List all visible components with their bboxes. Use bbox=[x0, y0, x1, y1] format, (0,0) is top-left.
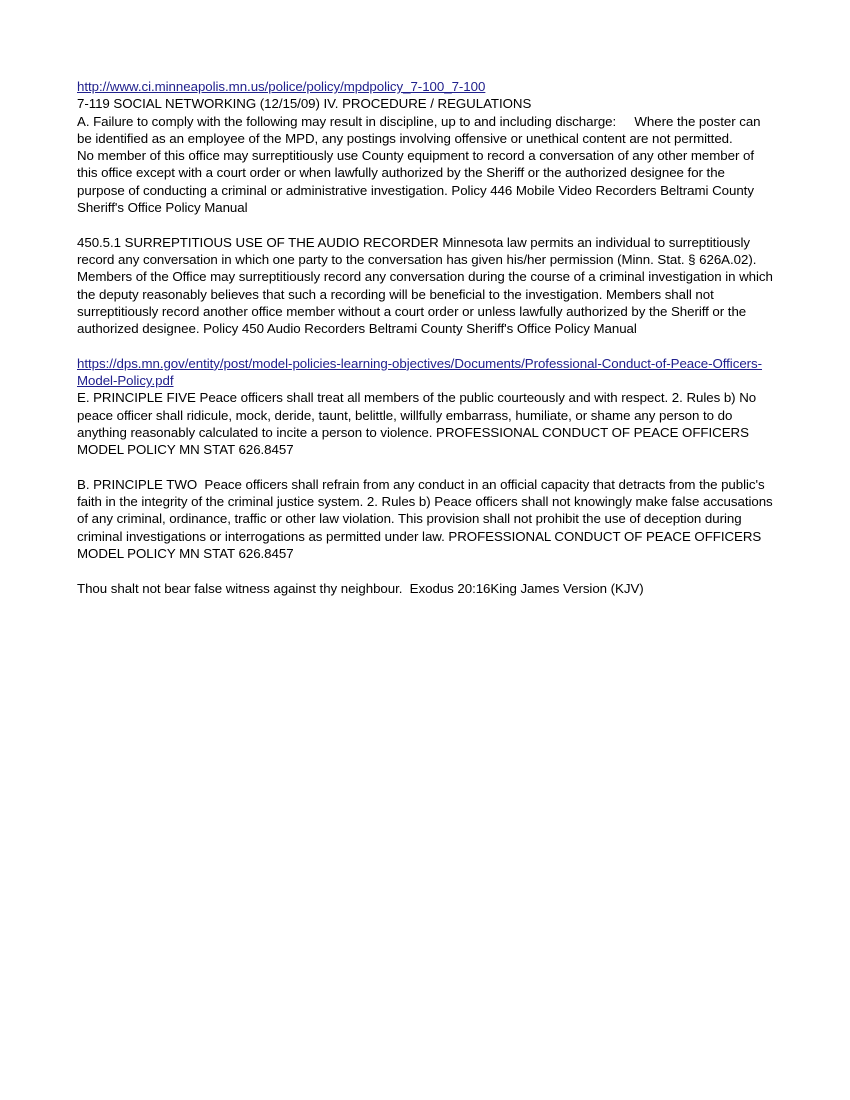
paragraph-spacer bbox=[77, 459, 775, 476]
paragraph-spacer bbox=[77, 337, 775, 354]
link-dps-model-policy[interactable]: https://dps.mn.gov/entity/post/model-policies-learning-objectives/Documents/Professional-Conduct-of-Peace-Officers-Model-Policy.pdf bbox=[77, 355, 763, 389]
principle-two-paragraph: B. PRINCIPLE TWO Peace officers shall refrain from any conduct in an official capacity that detracts from the public's faith in the integrity of the criminal justice system. 2. Rules b) Peace officers shall not knowingly make false accusations of any criminal, ordinance, traffic or other law violation. This provision shall not prohibit the use of deception during criminal investigations or interrogations as permitted under law. PROFESSIONAL CONDUCT OF PEACE OFFICERS MODEL POLICY MN STAT 626.8457 bbox=[77, 476, 777, 562]
paragraph-spacer bbox=[77, 562, 775, 579]
paragraph-spacer bbox=[77, 216, 775, 233]
beltrami-audio-recorders-paragraph: 450.5.1 SURREPTITIOUS USE OF THE AUDIO RECORDER Minnesota law permits an individual to surreptitiously record any conversation in which one party to the conversation has given his/her permission (Minn. Stat. § 626A.02). Members of the Office may surreptitiously record any conversation during the course of a criminal investigation in which the deputy reasonably believes that such a recording will be beneficial to the investigation. Members shall not surreptitiously record another office member without a court order or unless lawfully authorized by the Sheriff or the authorized designee. Policy 450 Audio Recorders Beltrami County Sheriff's Office Policy Manual bbox=[77, 234, 777, 337]
document-body bbox=[77, 78, 775, 597]
beltrami-video-recorders-paragraph: No member of this office may surreptitiously use County equipment to record a conversation of any other member of this office except with a court order or when lawfully authorized by the Sheriff or the authorized designee for the purpose of conducting a criminal or administrative investigation. Policy 446 Mobile Video Recorders Beltrami County Sheriff's Office Policy Manual bbox=[77, 148, 758, 216]
mpd-policy-heading: 7-119 SOCIAL NETWORKING (12/15/09) IV. PROCEDURE / REGULATIONS bbox=[77, 96, 532, 112]
principle-five-paragraph: E. PRINCIPLE FIVE Peace officers shall treat all members of the public courteously and with respect. 2. Rules b) No peace officer shall ridicule, mock, deride, taunt, belittle, willfully embarrass, humiliate, or shame any person to do anything reasonably calculated to incite a person to violence. PROFESSIONAL CONDUCT OF PEACE OFFICERS MODEL POLICY MN STAT 626.8457 bbox=[77, 390, 760, 458]
link-mpd-policy[interactable]: http://www.ci.minneapolis.mn.us/police/policy/mpdpolicy_7-100_7-100 bbox=[77, 79, 486, 94]
scripture-quote: Thou shalt not bear false witness against thy neighbour. Exodus 20:16King James Version (KJV) bbox=[77, 580, 644, 596]
mpd-policy-paragraph: A. Failure to comply with the following may result in discipline, up to and including discharge: Where the poster can be identified as an employee of the MPD, any postings involving offensive or unethical content are not permitted. bbox=[77, 113, 765, 146]
